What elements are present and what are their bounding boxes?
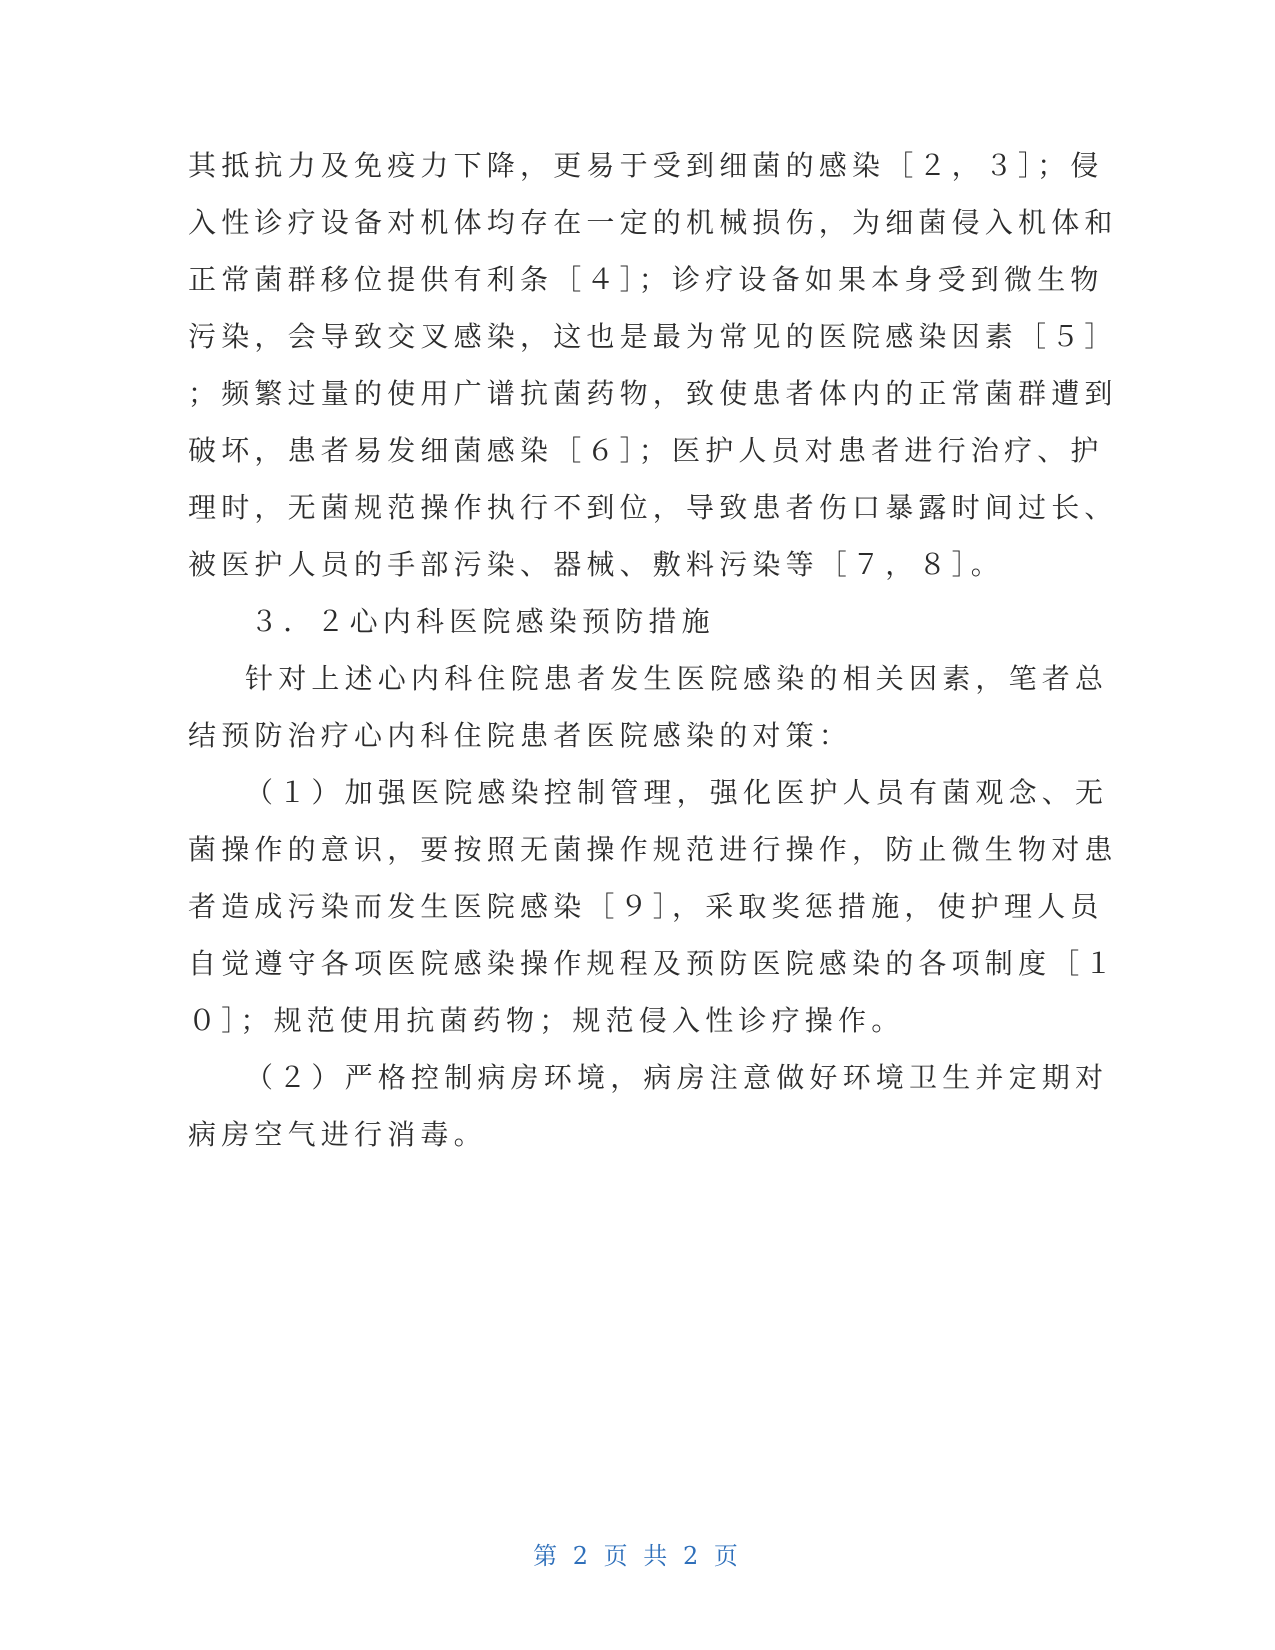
paragraph-first-line: 针对上述心内科住院患者发生医院感染的相关因素，笔者总 [245, 662, 1109, 695]
body-text-line: ；频繁过量的使用广谱抗菌药物，致使患者体内的正常菌群遭到 [188, 377, 1118, 410]
body-text-line: 自觉遵守各项医院感染操作规程及预防医院感染的各项制度［１ [188, 947, 1118, 980]
body-text-line: 理时，无菌规范操作执行不到位，导致患者伤口暴露时间过长、 [188, 491, 1118, 524]
body-text-line: 入性诊疗设备对机体均存在一定的机械损伤，为细菌侵入机体和 [188, 206, 1118, 239]
page-number-footer: 第 2 页 共 2 页 [533, 1542, 742, 1570]
body-text-line: 菌操作的意识，要按照无菌操作规范进行操作，防止微生物对患 [188, 833, 1118, 866]
section-heading: ３．２心内科医院感染预防措施 [250, 605, 715, 638]
body-text-line: 结预防治疗心内科住院患者医院感染的对策： [188, 719, 853, 752]
body-text-line: 被医护人员的手部污染、器械、敷料污染等［７，８］。 [188, 548, 1005, 581]
list-item-1-first-line: （１）加强医院感染控制管理，强化医护人员有菌观念、无 [245, 776, 1109, 809]
body-text-line: ０］；规范使用抗菌药物；规范侵入性诊疗操作。 [188, 1004, 905, 1037]
body-text-line: 者造成污染而发生医院感染［９］，采取奖惩措施，使护理人员 [188, 890, 1104, 923]
list-item-2-first-line: （２）严格控制病房环境，病房注意做好环境卫生并定期对 [245, 1061, 1109, 1094]
body-text-line: 污染，会导致交叉感染，这也是最为常见的医院感染因素［５］ [188, 320, 1118, 353]
body-text-line: 破坏，患者易发细菌感染［６］；医护人员对患者进行治疗、护 [188, 434, 1104, 467]
body-text-line: 正常菌群移位提供有利条［４］；诊疗设备如果本身受到微生物 [188, 263, 1104, 296]
body-text-line: 病房空气进行消毒。 [188, 1118, 487, 1151]
body-text-line: 其抵抗力及免疫力下降，更易于受到细菌的感染［２，３］；侵 [188, 149, 1104, 182]
